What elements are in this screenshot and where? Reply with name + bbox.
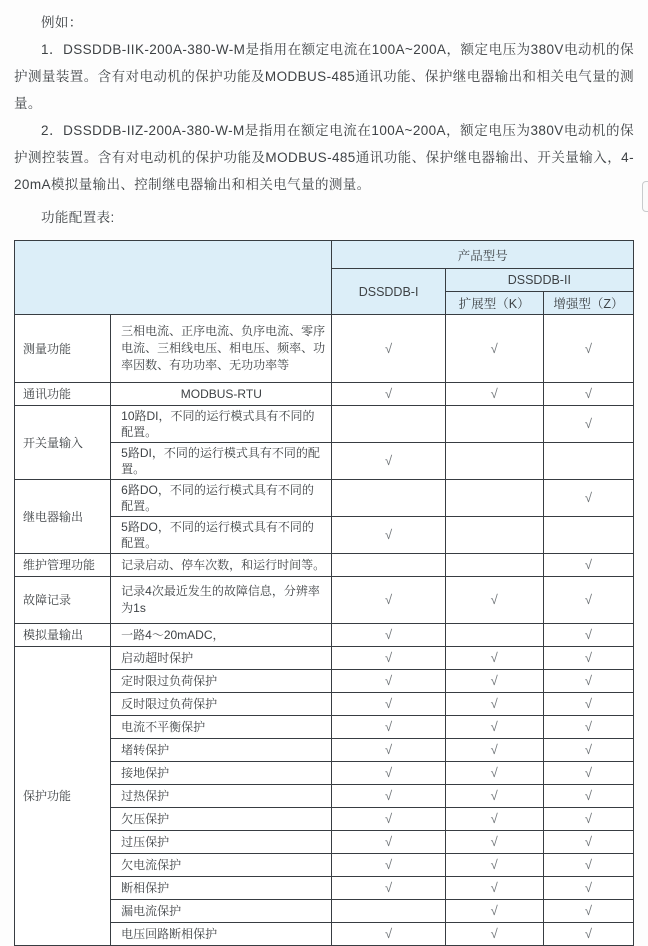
- description-cell: 过热保护: [111, 785, 332, 808]
- description-cell: 欠电流保护: [111, 854, 332, 877]
- check-mark-cell: √: [445, 315, 543, 383]
- empty-check-cell: [332, 900, 445, 923]
- empty-check-cell: [445, 554, 543, 577]
- check-mark-cell: √: [445, 900, 543, 923]
- col-header-dssddb-ii: DSSDDB-II: [445, 269, 633, 292]
- check-mark-cell: √: [543, 923, 633, 946]
- check-mark-cell: √: [445, 785, 543, 808]
- check-mark-cell: √: [445, 877, 543, 900]
- check-mark-cell: √: [445, 693, 543, 716]
- check-mark-cell: √: [332, 762, 445, 785]
- function-config-table: [14, 240, 634, 946]
- table-corner-cell: [15, 241, 332, 315]
- table-row: [15, 577, 634, 624]
- check-mark-cell: √: [543, 877, 633, 900]
- table-caption: 功能配置表:: [41, 210, 115, 225]
- check-mark-cell: √: [543, 854, 633, 877]
- description-cell: 定时限过负荷保护: [111, 670, 332, 693]
- col-header-dssddb-i: DSSDDB-I: [332, 269, 445, 315]
- scrollbar-thumb[interactable]: [642, 181, 648, 212]
- check-mark-cell: √: [332, 670, 445, 693]
- check-mark-cell: √: [445, 923, 543, 946]
- category-cell: 模拟量输出: [15, 624, 111, 647]
- check-mark-cell: √: [445, 739, 543, 762]
- check-mark-cell: √: [445, 383, 543, 406]
- description-cell: 一路4～20mADC，: [111, 624, 332, 647]
- check-mark-cell: √: [332, 716, 445, 739]
- check-mark-cell: √: [332, 624, 445, 647]
- check-mark-cell: √: [543, 716, 633, 739]
- check-mark-cell: √: [543, 900, 633, 923]
- description-cell: 5路DO，不同的运行模式具有不同的配置。: [111, 517, 332, 554]
- description-cell: 过压保护: [111, 831, 332, 854]
- table-row: [15, 383, 634, 406]
- check-mark-cell: √: [543, 383, 633, 406]
- description-cell: 三相电流、正序电流、负序电流、零序电流、三相线电压、相电压、频率、功率因数、有功功率、无功功率等: [111, 315, 332, 383]
- check-mark-cell: √: [543, 808, 633, 831]
- empty-check-cell: [543, 517, 633, 554]
- check-mark-cell: √: [332, 517, 445, 554]
- check-mark-cell: √: [332, 808, 445, 831]
- check-mark-cell: √: [543, 624, 633, 647]
- check-mark-cell: √: [332, 577, 445, 624]
- table-row: [15, 406, 634, 443]
- check-mark-cell: √: [543, 670, 633, 693]
- check-mark-cell: √: [543, 693, 633, 716]
- table-row: [15, 647, 634, 670]
- category-cell: 继电器输出: [15, 480, 111, 554]
- check-mark-cell: √: [543, 406, 633, 443]
- check-mark-cell: √: [543, 577, 633, 624]
- category-cell: 保护功能: [15, 647, 111, 946]
- category-cell: 故障记录: [15, 577, 111, 624]
- table-header-row-1: [15, 241, 634, 269]
- check-mark-cell: √: [543, 762, 633, 785]
- description-cell: 6路DO，不同的运行模式具有不同的配置。: [111, 480, 332, 517]
- description-cell: 断相保护: [111, 877, 332, 900]
- empty-check-cell: [445, 443, 543, 480]
- empty-check-cell: [445, 406, 543, 443]
- description-cell: 反时限过负荷保护: [111, 693, 332, 716]
- empty-check-cell: [445, 517, 543, 554]
- check-mark-cell: √: [332, 739, 445, 762]
- table-row: [15, 480, 634, 517]
- empty-check-cell: [332, 480, 445, 517]
- description-cell: 10路DI，不同的运行模式具有不同的配置。: [111, 406, 332, 443]
- category-cell: 开关量输入: [15, 406, 111, 480]
- check-mark-cell: √: [445, 854, 543, 877]
- check-mark-cell: √: [445, 577, 543, 624]
- description-cell: 欠压保护: [111, 808, 332, 831]
- description-cell: 堵转保护: [111, 739, 332, 762]
- check-mark-cell: √: [543, 831, 633, 854]
- description-cell: MODBUS-RTU: [111, 383, 332, 406]
- col-header-enhanced-z: 增强型（Z）: [543, 292, 633, 315]
- table-row: [15, 624, 634, 647]
- table-row: [15, 315, 634, 383]
- example-paragraph-2: 2．DSSDDB-IIZ-200A-380-W-M是指用在额定电流在100A~200A，额定电压为380V电动机的保护测控装置。含有对电动机的保护功能及MODBUS-485通讯功能、保护继电器输出、开关量输入，4-20mA模拟量输出、控制继电器输出和相关电气量的测量。: [14, 123, 634, 192]
- check-mark-cell: √: [445, 808, 543, 831]
- check-mark-cell: √: [445, 647, 543, 670]
- example-paragraph-1: 1．DSSDDB-IIK-200A-380-W-M是指用在额定电流在100A~200A，额定电压为380V电动机的保护测量装置。含有对电动机的保护功能及MODBUS-485通讯功能、保护继电器输出和相关电气量的测量。: [14, 42, 634, 111]
- category-cell: 通讯功能: [15, 383, 111, 406]
- check-mark-cell: √: [332, 315, 445, 383]
- check-mark-cell: √: [543, 480, 633, 517]
- description-cell: 记录启动、停车次数，和运行时间等。: [111, 554, 332, 577]
- check-mark-cell: √: [332, 647, 445, 670]
- empty-check-cell: [332, 554, 445, 577]
- product-model-header: 产品型号: [332, 241, 634, 269]
- empty-check-cell: [445, 624, 543, 647]
- empty-check-cell: [332, 406, 445, 443]
- check-mark-cell: √: [332, 854, 445, 877]
- description-cell: 记录4次最近发生的故障信息，分辨率为1s: [111, 577, 332, 624]
- description-cell: 启动超时保护: [111, 647, 332, 670]
- check-mark-cell: √: [332, 693, 445, 716]
- check-mark-cell: √: [332, 383, 445, 406]
- table-row: [15, 554, 634, 577]
- check-mark-cell: √: [445, 670, 543, 693]
- description-cell: 漏电流保护: [111, 900, 332, 923]
- description-cell: 电流不平衡保护: [111, 716, 332, 739]
- empty-check-cell: [543, 443, 633, 480]
- check-mark-cell: √: [332, 923, 445, 946]
- description-cell: 接地保护: [111, 762, 332, 785]
- check-mark-cell: √: [445, 831, 543, 854]
- check-mark-cell: √: [543, 739, 633, 762]
- check-mark-cell: √: [543, 554, 633, 577]
- check-mark-cell: √: [332, 443, 445, 480]
- col-header-extended-k: 扩展型（K）: [445, 292, 543, 315]
- check-mark-cell: √: [445, 716, 543, 739]
- check-mark-cell: √: [543, 647, 633, 670]
- category-cell: 维护管理功能: [15, 554, 111, 577]
- intro-label: 例如：: [41, 15, 83, 30]
- description-cell: 电压回路断相保护: [111, 923, 332, 946]
- check-mark-cell: √: [332, 831, 445, 854]
- check-mark-cell: √: [332, 877, 445, 900]
- check-mark-cell: √: [543, 315, 633, 383]
- check-mark-cell: √: [445, 762, 543, 785]
- empty-check-cell: [445, 480, 543, 517]
- description-cell: 5路DI，不同的运行模式具有不同的配置。: [111, 443, 332, 480]
- check-mark-cell: √: [332, 785, 445, 808]
- category-cell: 测量功能: [15, 315, 111, 383]
- check-mark-cell: √: [543, 785, 633, 808]
